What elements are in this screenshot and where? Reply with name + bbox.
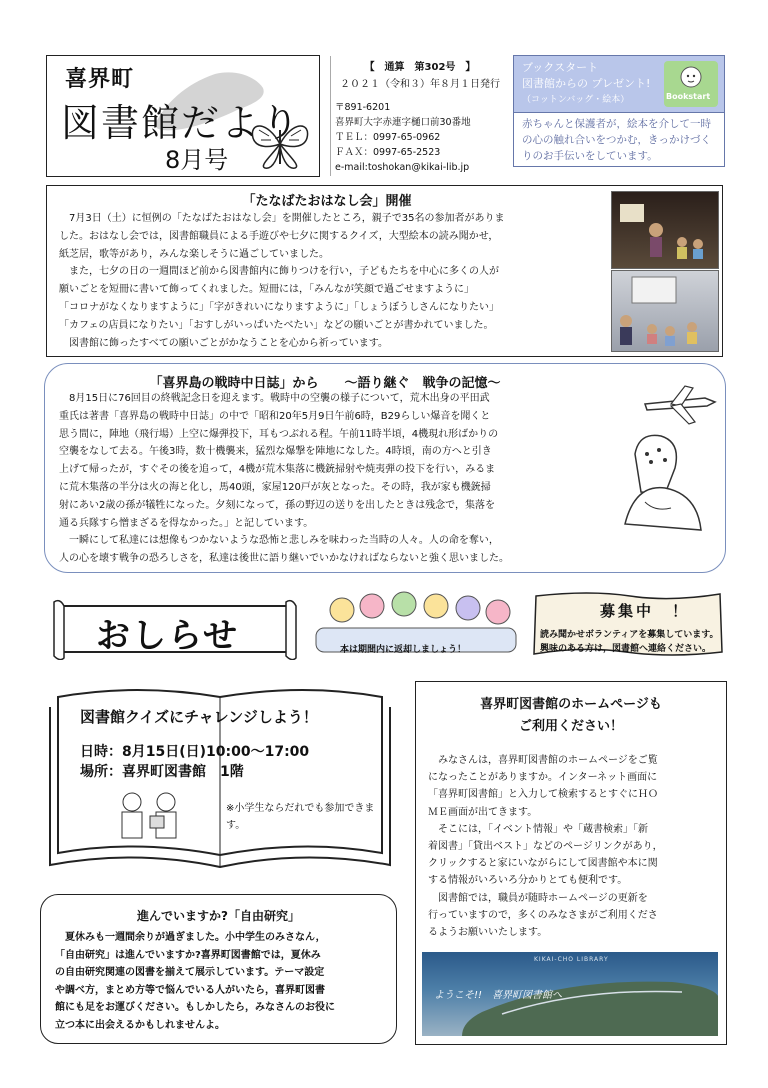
issue-number: 【 通算 第302号 】: [364, 62, 476, 73]
recruit-title: 募集中 ！: [600, 602, 691, 620]
tanabata-line: 紙芝居，歌等があり，みんな楽しそうに過ごしていました。: [59, 248, 329, 260]
masthead: [46, 55, 320, 177]
masthead-town: 喜界町: [65, 67, 135, 92]
tanabata-line: 願いごとを短冊に書いて飾ってくれました。短冊には，「みんなが笑顔で過ごせますように」: [59, 284, 474, 296]
research-line: 「自由研究」は進んでいますか?喜界町図書館では，夏休み: [55, 949, 321, 961]
homepage-line: 行っていますので，多くのみなさまがご利用くださ: [428, 909, 658, 921]
homepage-line: 着図書」「貸出ベスト」などのページリンクがあり，: [428, 841, 663, 853]
quiz-place: 場所：喜界町図書館 1階: [80, 764, 244, 780]
tanabata-line: また，七夕の日の一週間ほど前から図書館内に飾りつけを行い，子どもたちを中心に多くの人が: [59, 266, 499, 278]
event-photo-2: [611, 270, 719, 352]
homepage-line: になったことがありますか。インターネット画面に: [428, 772, 658, 784]
recruit-line2: 興味のある方は，図書館へ連絡ください。: [540, 644, 712, 654]
homepage-line: 「喜界町図書館」と入力して検索するとすぐにＨＯ: [428, 789, 658, 801]
bookstart-header: [514, 56, 724, 113]
homepage-image-welcome: ようこそ!! 喜界町図書館へ: [434, 990, 563, 1001]
homepage-screenshot[interactable]: [422, 952, 718, 1036]
bookstart-box: [513, 55, 725, 167]
masthead-title: 図書館だより: [61, 101, 302, 145]
war-memory-line: 射にあい2歳の孫が犠牲になった。夕刻になって，孫の野辺の送りを出したときは残念で，集落を: [59, 499, 495, 511]
event-photo-1: [611, 191, 719, 269]
homepage-title: [416, 694, 726, 738]
tanabata-line: 7月3日（土）に恒例の「たなばたおはなし会」を開催したところ，親子で35名の参加者がありま: [59, 213, 505, 224]
tanabata-line: 「コロナがなくなりますように」「字がきれいになりますように」「しょうぼうしさんになりたい」: [59, 301, 499, 313]
tanabata-line: 図書館に飾ったすべての願いごとがかなうことを心から祈っています。: [59, 337, 388, 349]
bookstart-line3: （コットンバッグ・絵本）: [522, 95, 630, 105]
recruit-body: [540, 628, 724, 656]
homepage-line: るようお願いいたします。: [428, 927, 548, 939]
bookstart-line1: ブックスタート: [522, 61, 599, 74]
war-illustration-icon: [605, 384, 723, 544]
issue-address: 喜界町大字赤連字樋口前30番地: [335, 117, 471, 128]
tanabata-line: 「カフェの店員になりたい」「おすしがいっぱいたべたい」などの願いごとが書かれていました。: [59, 319, 494, 331]
tanabata-title: 「たなばたおはなし会」開催: [242, 194, 412, 209]
homepage-line: する情報がいろいろ分かりとても便利です。: [428, 875, 628, 887]
quiz-datetime: 日時：8月15日(日)10:00～17:00: [80, 744, 310, 760]
homepage-line: クリックすると家にいながらにして図書館や本に関: [428, 858, 658, 870]
tanabata-body: [59, 210, 611, 352]
homepage-body: [428, 752, 718, 941]
research-line: 夏休みも一週間余りが過ぎました。小中学生のみさなん，: [55, 932, 326, 943]
research-section: [40, 894, 397, 1044]
homepage-image-label: KIKAI-CHO LIBRARY: [534, 956, 609, 963]
quiz-note: ※小学生ならだれでも参加できます。: [226, 803, 375, 831]
homepage-line: 図書館では，職員が随時ホームページの更新を: [428, 892, 648, 904]
issue-tel: ＴＥＬ：0997-65-0962: [335, 132, 441, 143]
war-memory-line: に荒木集落の半分は火の海と化し，馬40頭，家屋120戸が灰となった。その時，我が家も機銃掃: [59, 481, 491, 493]
war-memory-line: 思う間に，陣地（飛行場）上空に爆弾投下，耳もつぶれる程。午前11時半頃，4機現れ形ばかりの: [59, 428, 499, 440]
research-line: の自由研究関連の図書を揃えて展示しています。テーマ設定: [55, 967, 325, 978]
war-memory-line: 上げて帰ったが，すぐその後を追って，4機が荒木集落に機銃掃射や焼夷弾の投下を行い，みるま: [59, 464, 496, 476]
issue-fax: ＦＡＸ：0997-65-2523: [335, 147, 441, 158]
masthead-month: 8月号: [165, 146, 229, 174]
issue-info: [330, 56, 509, 176]
issue-email[interactable]: e-mail:toshokan@kikai-lib.jp: [335, 162, 470, 173]
war-memory-line: 重氏は著書「喜界島の戦時中日誌」の中で「昭和20年5月9日午前6時，B29らしい爆音を聞くと: [59, 410, 491, 422]
issue-date: ２０２１（令和３）年８月１日発行: [340, 79, 500, 90]
war-memory-line: 一瞬にして私達には想像もつかないような恐怖と悲しみを味わった当時の人々。人の命を奪い，: [59, 535, 499, 547]
homepage-line: ＭＥ画面が出てきます。: [428, 806, 538, 818]
homepage-title-line2: ご利用ください！: [518, 719, 623, 734]
homepage-line: そこには，「イベント情報」や「蔵書検索」「新: [428, 823, 648, 835]
recruit-line1: 読み聞かせボランティアを募集しています。: [540, 630, 719, 640]
research-line: 立つ本に出会えるかもしれませんよ。: [55, 1019, 225, 1031]
war-memory-line: 8月15日に76回目の終戦記念日を迎えます。戦時中の空襲の様子について，荒木出身の平田武: [59, 393, 490, 404]
children-reading-icon: [110, 790, 190, 846]
issue-postal: 〒891-6201: [335, 102, 391, 113]
research-line: 館にも足をお運びください。もしかしたら，みなさんのお役に: [55, 1002, 335, 1013]
return-note: 本は期間内に返却しましょう！: [340, 645, 467, 655]
tanabata-section: [46, 185, 723, 357]
quiz-details: [80, 742, 309, 782]
homepage-title-line1: 喜界町図書館のホームページも: [480, 697, 662, 712]
war-memory-title: 「喜界島の戦時中日誌」から ～語り継ぐ 戦争の記憶～: [149, 376, 501, 391]
research-body: [55, 929, 391, 1034]
butterfly-icon: [247, 116, 313, 172]
bookstart-body: 赤ちゃんと保護者が，絵本を介して一時の心の触れ合いをつかむ，きっかけづくりのお手伝いをしています。: [522, 118, 711, 162]
tanabata-line: した。おはなし会では，図書館職員による手遊びや七夕に関するクイズ，大型絵本の読み聞かせ，: [59, 230, 499, 242]
homepage-section: [415, 681, 727, 1045]
war-memory-section: [44, 363, 726, 573]
quiz-title: 図書館クイズにチャレンジしよう！: [80, 708, 318, 726]
war-memory-line: 通る兵隊すら憎まざるを得なかった。」と記しています。: [59, 517, 314, 529]
research-line: や調べ方，まとめ方等で悩んでいる人がいたら，喜界町図書: [55, 984, 325, 996]
war-memory-line: 空襲をなして去る。午後3時，数十機襲来，猛烈な爆撃を陣地になした。4時頃，南の方へと引き: [59, 446, 492, 458]
homepage-line: みなさんは，喜界町図書館のホームページをご覧: [428, 755, 658, 766]
bookstart-logo-text: Bookstart: [666, 92, 711, 101]
oshirase-title: おしらせ: [96, 616, 239, 656]
research-title: 進んでいますか?「自由研究」: [137, 909, 300, 923]
war-memory-body: [59, 390, 619, 568]
war-memory-line: 人の心を壊す戦争の恐ろしさを，私達は後世に語り継いでいかなければならないと強く思いました。: [59, 553, 509, 565]
bookstart-line2: 図書館からの プレゼント!: [522, 77, 651, 90]
